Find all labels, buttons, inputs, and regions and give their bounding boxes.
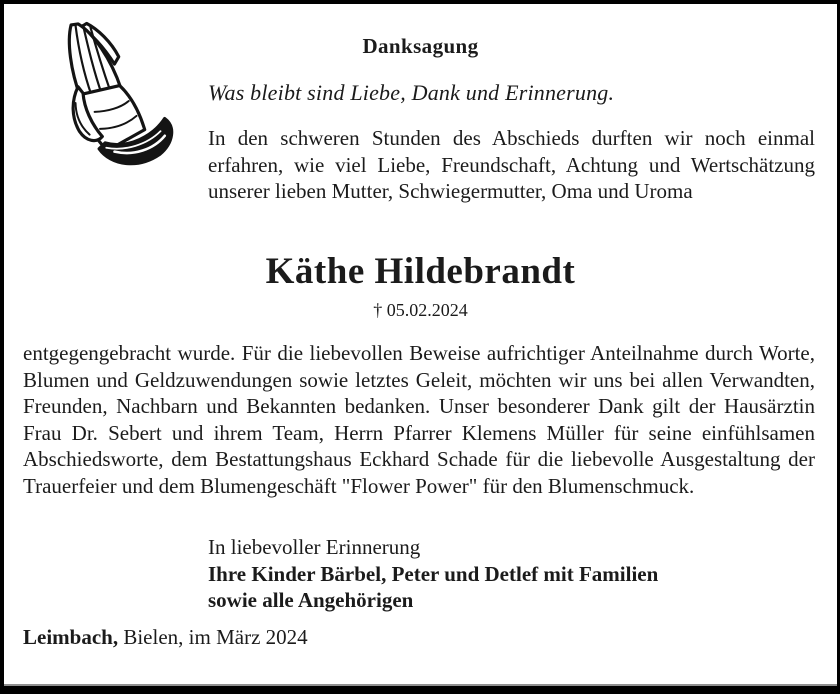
closing-relatives-line: sowie alle Angehörigen	[208, 588, 414, 612]
deceased-name: Käthe Hildebrandt	[265, 251, 576, 292]
bottom-divider	[4, 684, 837, 686]
epigraph-line: Was bleibt sind Liebe, Dank und Erinnerung.	[208, 80, 615, 105]
page-title: Danksagung	[362, 34, 479, 58]
place-date-line	[23, 625, 308, 650]
closing-block	[208, 534, 658, 614]
place-name: Leimbach,	[23, 625, 119, 649]
closing-remembrance-line: In liebevoller Erinnerung	[208, 535, 421, 559]
place-date-rest: Bielen, im März 2024	[118, 625, 308, 649]
thanks-paragraph: entgegengebracht wurde. Für die liebevollen Beweise aufrichtiger Anteilnahme durch Worte, Blumen und Geldzuwendungen sowie letztes Geleit, möchten wir uns bei allen Verwandten, Freunden, Nachbarn und Bekannten bedanken. Unser besonderer Dank gilt der Hausärztin Frau Dr. Sebert und ihrem Team, Herrn Pfarrer Klemens Müller für seine einfühlsamen Abschiedsworte, dem Bestattungshaus Eckhard Schade für die liebevolle Ausgestaltung der Trauerfeier und dem Blumengeschäft "Flower Power" für den Blumenschmuck.	[23, 341, 815, 498]
intro-paragraph: In den schweren Stunden des Abschieds durften wir noch einmal erfahren, wie viel Liebe, Freundschaft, Achtung und Wertschätzung unserer lieben Mutter, Schwiegermutter, Oma und Uroma	[208, 126, 815, 203]
closing-family-line: Ihre Kinder Bärbel, Peter und Detlef mit Familien	[208, 561, 659, 586]
death-date: † 05.02.2024	[373, 300, 468, 320]
